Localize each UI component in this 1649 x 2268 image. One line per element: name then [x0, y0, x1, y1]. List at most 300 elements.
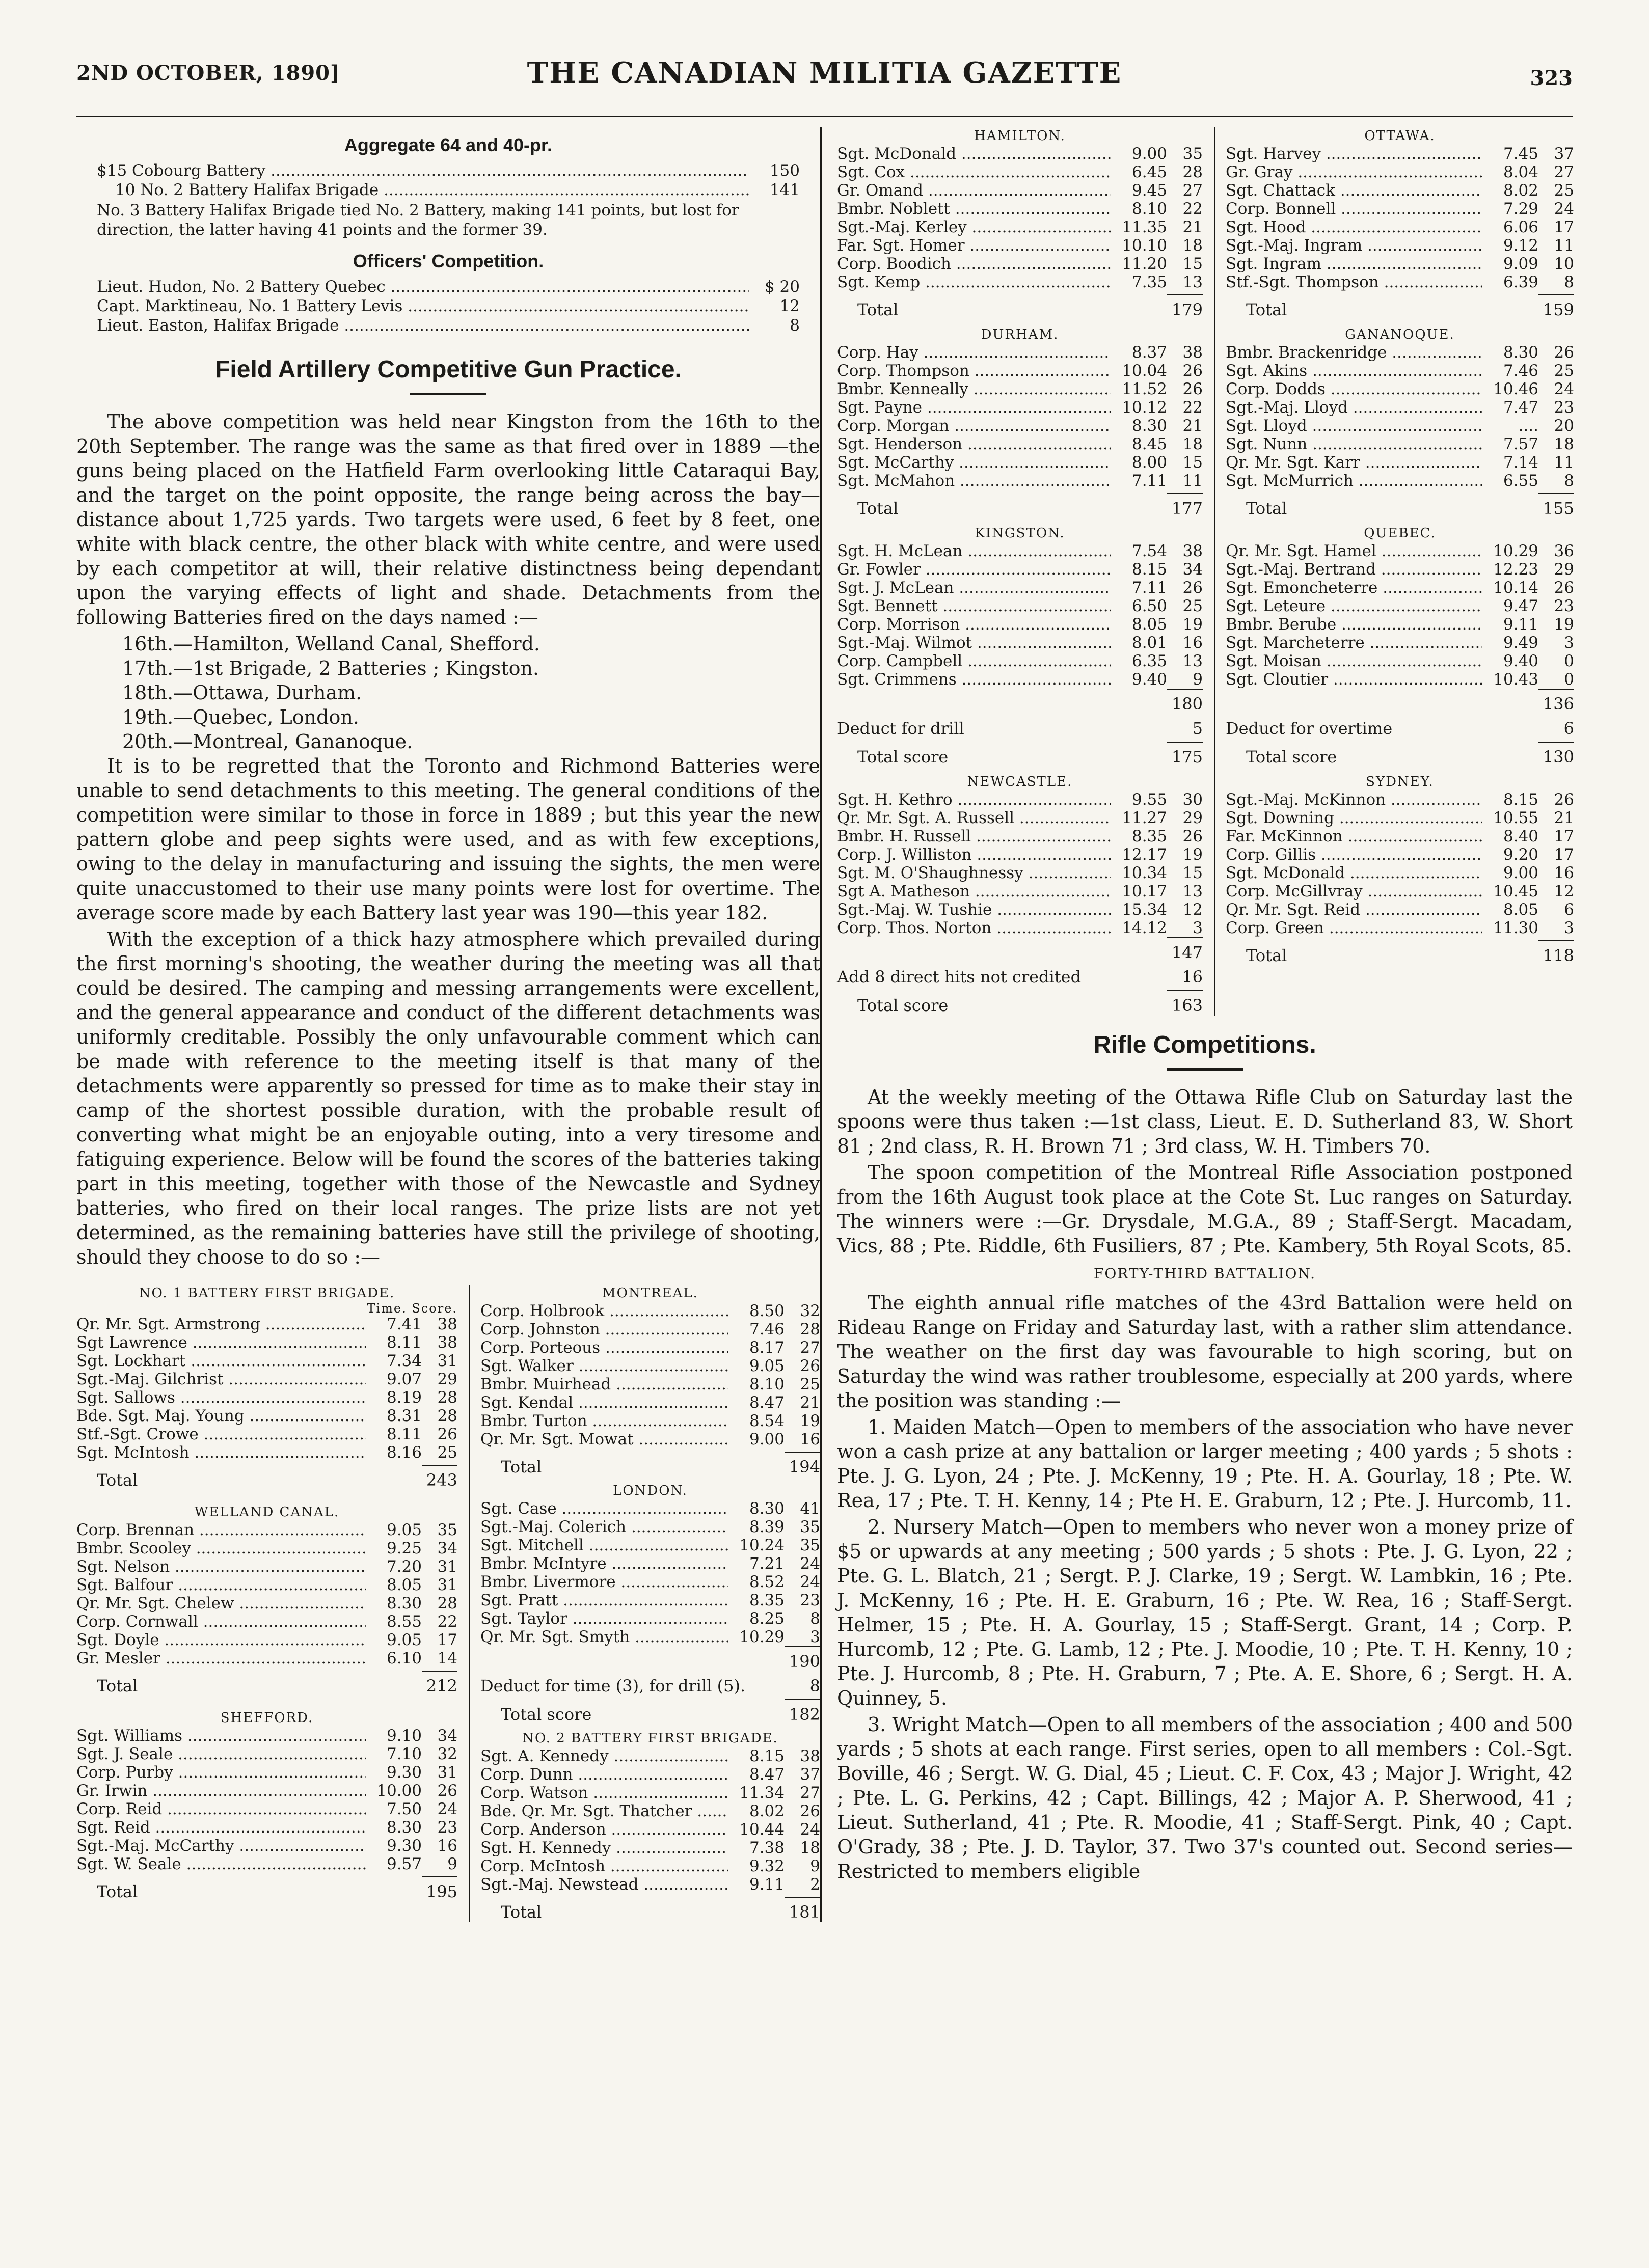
competitor-name: Sgt. McCarthy ..... — [837, 453, 1111, 472]
score-row — [1226, 882, 1574, 900]
subtotal-rule — [1167, 689, 1203, 690]
time-value: 10.43 — [1493, 670, 1538, 689]
competitor-name: Bmbr. Berube ..... — [1226, 615, 1482, 634]
time-value: 7.54 — [1131, 542, 1167, 560]
score-row — [480, 1609, 820, 1628]
competitor-name: Sgt. W. Seale ..... — [76, 1855, 366, 1873]
aggregate-row: 10 No. 2 Battery Halifax Brigade ..... 141 — [97, 180, 800, 200]
competitor-name: Gr. Mesler ..... — [76, 1649, 366, 1668]
score-row — [837, 790, 1203, 809]
score-value: 16 — [1554, 864, 1574, 882]
total-row — [76, 1881, 457, 1902]
score-row — [837, 864, 1203, 882]
competitor-name: Qr. Mr. Sgt. Reid ..... — [1226, 900, 1482, 919]
time-value: 8.37 — [1131, 343, 1167, 362]
score-value: 21 — [1182, 417, 1203, 435]
rifle-para-6: 3. Wright Match—Open to all members of the association ; 400 and 500 yards ; 5 shots at each range. First series, open to all members : Col.-Sgt. Boville, 46 ; Sergt. W. G. Dial, 45 ; Lieut. C. F. Cox, 43 ; Major J. Wright, 42 ; Pte. L. G. Perkins, 42 ; Capt. Billings, 42 ; Major A. P. Sherwood, 41 ; Lieut. Sutherland, 41 ; Pte. R. Moodie, 41 ; Staff-Sergt. Pink, 40 ; Capt. O'Grady, 38 ; Pte. J. D. Taylor, 37. Two 37's counted out. Second series—Restricted to members eligible — [837, 1713, 1573, 1882]
competitor-name: Sgt. M. O'Shaughnessy ..... — [837, 864, 1111, 882]
competitor-name: Sgt. H. Kennedy ..... — [480, 1839, 728, 1857]
score-row — [837, 472, 1203, 490]
competitor-name: Sgt Lawrence ..... — [76, 1333, 366, 1352]
score-value: 25 — [1182, 597, 1203, 615]
score-row — [1226, 634, 1574, 652]
time-value: 10.55 — [1493, 809, 1538, 827]
competitor-name: Corp. Holbrook ..... — [480, 1302, 728, 1320]
total-value: 130 — [1543, 747, 1574, 767]
score-row — [480, 1338, 820, 1357]
competitor-name: Sgt. Sallows ..... — [76, 1388, 366, 1407]
score-value: 27 — [800, 1338, 820, 1357]
score-row — [1226, 827, 1574, 845]
battery-table-hamilton — [837, 127, 1203, 320]
time-value: 6.06 — [1503, 218, 1538, 236]
score-value: 20 — [1554, 417, 1574, 435]
subtotal-value: 136 — [1543, 694, 1574, 714]
time-value: 9.49 — [1503, 634, 1538, 652]
competitor-name: Sgt. Emoncheterre ..... — [1226, 579, 1482, 597]
score-value: 2 — [810, 1875, 820, 1894]
competitor-name: Corp. Morgan ..... — [837, 417, 1111, 435]
score-row — [76, 1443, 457, 1462]
deduct-label: Deduct for time (3), for drill (5). — [480, 1676, 746, 1696]
time-value: 7.35 — [1131, 273, 1167, 291]
competitor-name: Sgt. McMurrich ..... — [1226, 472, 1482, 490]
time-value: 9.57 — [386, 1855, 422, 1873]
score-row — [480, 1765, 820, 1784]
score-row — [837, 542, 1203, 560]
left-column — [76, 127, 820, 1922]
competitor-name: Far. Sgt. Homer ..... — [837, 236, 1111, 255]
aggregate-note: No. 3 Battery Halifax Brigade tied No. 2 Battery, making 141 points, but lost for direction, the latter having 41 points and the former 39. — [97, 201, 739, 239]
firing-day: 18th.—Ottawa, Durham. — [122, 681, 362, 704]
time-value: 9.10 — [386, 1727, 422, 1745]
competitor-name: Sgt. Downing ..... — [1226, 809, 1482, 827]
score-row — [837, 652, 1203, 670]
competitor-name: Corp. Johnston ..... — [480, 1320, 728, 1338]
total-rule — [785, 1452, 820, 1453]
competitor-name: Sgt. Taylor ..... — [480, 1609, 728, 1628]
score-value: 32 — [437, 1745, 457, 1763]
score-row — [837, 560, 1203, 579]
score-row — [480, 1499, 820, 1518]
score-value: 26 — [1554, 790, 1574, 809]
score-row — [480, 1784, 820, 1802]
score-value: 9 — [447, 1855, 457, 1873]
score-value: 34 — [1182, 560, 1203, 579]
time-value: 7.20 — [386, 1557, 422, 1576]
officers-row: Lieut. Hudon, No. 2 Battery Quebec ..... $ 20 — [97, 277, 800, 296]
score-value: 22 — [437, 1613, 457, 1631]
score-value: 16 — [1182, 634, 1203, 652]
competitor-name: Sgt. McMahon ..... — [837, 472, 1111, 490]
competitor-name: Sgt. Leteure ..... — [1226, 597, 1482, 615]
score-row — [480, 1357, 820, 1375]
competitor-name: Sgt. Balfour ..... — [76, 1576, 366, 1594]
score-value: 34 — [437, 1727, 457, 1745]
score-value: 3 — [1564, 634, 1574, 652]
score-row — [837, 845, 1203, 864]
subtotal-value: 147 — [1171, 943, 1203, 962]
competitor-name: Qr. Mr. Sgt. Hamel ..... — [1226, 542, 1482, 560]
score-row — [480, 1839, 820, 1857]
competitor-name: Sgt. Cloutier ..... — [1226, 670, 1482, 689]
competitor-name: Gr. Fowler ..... — [837, 560, 1111, 579]
time-value: 8.31 — [386, 1407, 422, 1425]
competitor-name: Sgt.-Maj. Gilchrist ..... — [76, 1370, 366, 1388]
total-label: Total — [857, 499, 899, 518]
score-row — [76, 1557, 457, 1576]
time-value: 9.00 — [749, 1430, 785, 1449]
score-value: 32 — [800, 1302, 820, 1320]
time-value: 8.05 — [386, 1576, 422, 1594]
battery-table-no2 — [480, 1730, 820, 1922]
time-value: 12.23 — [1493, 560, 1538, 579]
battery-title: NO. 2 BATTERY FIRST BRIGADE. — [522, 1731, 778, 1746]
score-row — [837, 218, 1203, 236]
competitor-name: Sgt. H. Kethro ..... — [837, 790, 1111, 809]
score-value: 28 — [800, 1320, 820, 1338]
score-row — [837, 236, 1203, 255]
score-row — [76, 1370, 457, 1388]
competitor-name: Sgt.-Maj. Colerich ..... — [480, 1518, 728, 1536]
total-value: 195 — [426, 1882, 457, 1901]
competitor-name: Sgt. Ingram ..... — [1226, 255, 1482, 273]
score-value: 9 — [1193, 670, 1203, 689]
score-value: 11 — [1554, 236, 1574, 255]
time-value: 9.25 — [386, 1539, 422, 1557]
competitor-name: Bde. Qr. Mr. Sgt. Thatcher ..... — [480, 1802, 728, 1820]
score-value: 19 — [800, 1412, 820, 1430]
firing-day: 20th.—Montreal, Gananoque. — [122, 730, 413, 753]
score-value: 19 — [1182, 615, 1203, 634]
field-artillery-para-2: It is to be regretted that the Toronto and Richmond Batteries were unable to send detachments to this meeting. The general conditions of the competition were similar to those in force in 1889 ; but this year the new pattern globe and peep sights were used, and as with few exceptions, owing to the delay in manufacturing and issuing the sights, the men were quite unaccustomed to their use many points were lost for overtime. The average score made by each Battery last year was 190—this year 182. — [76, 755, 820, 924]
score-value: 26 — [1554, 343, 1574, 362]
score-value: 6 — [1564, 900, 1574, 919]
time-value: 8.10 — [749, 1375, 785, 1393]
score-value: 27 — [1182, 181, 1203, 200]
score-value: 38 — [1182, 542, 1203, 560]
time-value: 8.30 — [386, 1818, 422, 1837]
competitor-name: Stf.-Sgt. Thompson ..... — [1226, 273, 1482, 291]
score-value: 19 — [1554, 615, 1574, 634]
score-value: 23 — [437, 1818, 457, 1837]
score-value: 25 — [1554, 362, 1574, 380]
total-rule — [785, 1699, 820, 1700]
score-row — [480, 1393, 820, 1412]
subtotal-rule — [785, 1646, 820, 1647]
time-value: 7.57 — [1503, 435, 1538, 453]
rifle-para-2: The spoon competition of the Montreal Rifle Association postponed from the 16th August took place at the Cote St. Luc ranges on Saturday. The winners were :—Gr. Drysdale, M.G.A., 89 ; Staff-Sergt. Macadam, Vics, 88 ; Pte. Riddle, 6th Fusiliers, 87 ; Pte. Kambery, 5th Royal Scots, 85. — [837, 1161, 1573, 1257]
battery-title: WELLAND CANAL. — [194, 1505, 340, 1520]
right-column — [820, 127, 1573, 1922]
competitor-name: Corp. Green ..... — [1226, 919, 1482, 937]
score-row — [837, 900, 1203, 919]
competitor-name: Corp. McIntosh ..... — [480, 1857, 728, 1875]
battery-title: LONDON. — [613, 1483, 688, 1498]
competitor-name: Sgt. Doyle ..... — [76, 1631, 366, 1649]
total-row — [1226, 945, 1574, 966]
score-value: 15 — [1182, 864, 1203, 882]
score-value: 28 — [437, 1594, 457, 1613]
competitor-name: Corp. Dodds ..... — [1226, 380, 1482, 398]
subtotal-value: 190 — [789, 1652, 820, 1671]
score-row — [1226, 615, 1574, 634]
time-value: 8.30 — [386, 1594, 422, 1613]
competitor-name: Sgt. Cox ..... — [837, 163, 1111, 181]
score-value: 26 — [800, 1357, 820, 1375]
total-label: Total — [857, 300, 899, 319]
firing-day: 19th.—Quebec, London. — [122, 706, 359, 728]
score-row — [837, 809, 1203, 827]
time-value: 8.01 — [1131, 634, 1167, 652]
time-value: 7.14 — [1503, 453, 1538, 472]
time-value: 6.50 — [1131, 597, 1167, 615]
time-value: 11.34 — [739, 1784, 785, 1802]
competitor-name: Corp. J. Williston ..... — [837, 845, 1111, 864]
time-value: 9.12 — [1503, 236, 1538, 255]
total-label: Total score — [857, 996, 949, 1015]
competitor-name: Corp. Morrison ..... — [837, 615, 1111, 634]
officers-row: Lieut. Easton, Halifax Brigade ..... 8 — [97, 316, 800, 335]
competitor-name: Sgt.-Maj. McKinnon ..... — [1226, 790, 1482, 809]
competitor-name: Corp. McGillvray ..... — [1226, 882, 1482, 900]
time-value: 9.55 — [1131, 790, 1167, 809]
time-value: 8.54 — [749, 1412, 785, 1430]
time-value: 8.02 — [749, 1802, 785, 1820]
score-row — [76, 1727, 457, 1745]
score-row — [1226, 255, 1574, 273]
total-value: 243 — [426, 1470, 457, 1490]
subtotal-row — [837, 942, 1203, 963]
time-value: 9.11 — [749, 1875, 785, 1894]
battalion-subhead: FORTY-THIRD BATTALION. — [1093, 1265, 1316, 1282]
competitor-name: Sgt. J. McLean ..... — [837, 579, 1111, 597]
score-row — [837, 181, 1203, 200]
score-row — [480, 1375, 820, 1393]
score-value: 19 — [1182, 845, 1203, 864]
score-value: 3 — [810, 1628, 820, 1646]
score-row — [1226, 273, 1574, 291]
competitor-name: Sgt. Pratt ..... — [480, 1591, 728, 1609]
competitor-name: Sgt. Case ..... — [480, 1499, 728, 1518]
time-value: 10.34 — [1122, 864, 1167, 882]
score-value: 15 — [1182, 255, 1203, 273]
score-value: 22 — [1182, 398, 1203, 417]
competitor-name: Qr. Mr. Sgt. A. Russell ..... — [837, 809, 1111, 827]
score-value: 23 — [1554, 597, 1574, 615]
score-row — [837, 670, 1203, 689]
time-value: 10.29 — [739, 1628, 785, 1646]
time-value: 14.12 — [1122, 919, 1167, 937]
score-row — [1226, 560, 1574, 579]
score-row — [837, 597, 1203, 615]
score-row — [1226, 181, 1574, 200]
time-value: 9.30 — [386, 1837, 422, 1855]
battery-table-ottawa — [1226, 127, 1574, 320]
firing-day: 17th.—1st Brigade, 2 Batteries ; Kingston. — [122, 657, 539, 679]
score-value: 26 — [1182, 362, 1203, 380]
score-row — [76, 1333, 457, 1352]
competitor-name: Sgt. Bennett ..... — [837, 597, 1111, 615]
score-row — [1226, 542, 1574, 560]
officers-heading: Officers' Competition. — [353, 251, 544, 271]
time-value: 10.04 — [1122, 362, 1167, 380]
time-value: 8.15 — [1131, 560, 1167, 579]
competitor-name: Corp. Purby ..... — [76, 1763, 366, 1782]
heading-rule — [410, 393, 486, 395]
time-value: 8.55 — [386, 1613, 422, 1631]
score-row — [837, 579, 1203, 597]
battery-title: OTTAWA. — [1364, 128, 1436, 144]
aggregate-heading: Aggregate 64 and 40-pr. — [344, 134, 553, 155]
score-row — [480, 1591, 820, 1609]
score-value: 21 — [1182, 218, 1203, 236]
competitor-name: Sgt. Lockhart ..... — [76, 1352, 366, 1370]
competitor-name: Bmbr. McIntyre ..... — [480, 1554, 728, 1573]
score-row — [837, 273, 1203, 291]
total-value: 212 — [426, 1676, 457, 1696]
time-value: 7.41 — [386, 1315, 422, 1333]
time-value: 9.09 — [1503, 255, 1538, 273]
total-label: Total score — [1246, 747, 1337, 767]
score-value: 16 — [800, 1430, 820, 1449]
score-value: 28 — [437, 1407, 457, 1425]
battery-table-gananoque — [1226, 326, 1574, 518]
score-value: 24 — [800, 1554, 820, 1573]
score-row — [837, 145, 1203, 163]
time-value: 8.11 — [386, 1425, 422, 1443]
score-row — [480, 1820, 820, 1839]
competitor-name: Corp. Dunn ..... — [480, 1765, 728, 1784]
score-value: 13 — [1182, 652, 1203, 670]
score-value: 12 — [1554, 882, 1574, 900]
score-value: 24 — [1554, 200, 1574, 218]
score-row — [837, 163, 1203, 181]
competitor-name: Corp. Thos. Norton ..... — [837, 919, 1111, 937]
total-label: Total — [97, 1470, 138, 1490]
score-value: 35 — [800, 1518, 820, 1536]
battery-title: KINGSTON. — [975, 526, 1065, 541]
competitor-name: Sgt.-Maj. McCarthy ..... — [76, 1837, 366, 1855]
competitor-name: Corp. Gillis ..... — [1226, 845, 1482, 864]
time-value: 8.19 — [386, 1388, 422, 1407]
score-value: 25 — [1554, 181, 1574, 200]
time-value: 9.00 — [1131, 145, 1167, 163]
time-value: 8.00 — [1131, 453, 1167, 472]
score-value: 26 — [800, 1802, 820, 1820]
time-value: .... — [1518, 417, 1538, 435]
battery-table-london — [480, 1482, 820, 1725]
time-value: 9.05 — [749, 1357, 785, 1375]
battery-table-kingston — [837, 525, 1203, 767]
competitor-name: Sgt. McDonald ..... — [1226, 864, 1482, 882]
score-row — [1226, 652, 1574, 670]
score-value: 31 — [437, 1576, 457, 1594]
competitor-name: Corp. Boodich ..... — [837, 255, 1111, 273]
competitor-name: Bmbr. Brackenridge ..... — [1226, 343, 1482, 362]
deduct-row — [1226, 718, 1574, 739]
time-value: 6.39 — [1503, 273, 1538, 291]
competitor-name: Sgt.-Maj. Bertrand ..... — [1226, 560, 1482, 579]
battery-table-no1 — [76, 1285, 457, 1490]
column-headers: Time. Score. — [367, 1301, 457, 1316]
score-value: 35 — [437, 1521, 457, 1539]
total-rule — [1538, 294, 1574, 295]
score-value: 8 — [810, 1609, 820, 1628]
score-value: 29 — [1554, 560, 1574, 579]
score-row — [1226, 864, 1574, 882]
score-value: 27 — [1554, 163, 1574, 181]
time-value: 7.29 — [1503, 200, 1538, 218]
score-value: 0 — [1564, 652, 1574, 670]
score-row — [1226, 472, 1574, 490]
rifle-para-3: The eighth annual rifle matches of the 43rd Battalion were held on Rideau Range on Friday and Saturday last, with a rather slim attendance. The weather on the first day was favourable to high scoring, but on Saturday the wind was rather troublesome, especially at 200 yards, where the position was standing :— — [837, 1292, 1573, 1412]
score-value: 12 — [1182, 900, 1203, 919]
total-rule — [422, 1876, 457, 1877]
score-row — [1226, 435, 1574, 453]
battery-table-durham — [837, 326, 1203, 518]
battery-title: NO. 1 BATTERY FIRST BRIGADE. — [139, 1286, 395, 1301]
time-value: 8.30 — [1131, 417, 1167, 435]
score-value: 38 — [1182, 343, 1203, 362]
score-row — [837, 255, 1203, 273]
score-value: 26 — [1182, 380, 1203, 398]
time-value: 8.16 — [386, 1443, 422, 1462]
competitor-name: Corp. Thompson ..... — [837, 362, 1111, 380]
score-row — [837, 634, 1203, 652]
total-rule — [785, 1897, 820, 1898]
score-value: 27 — [800, 1784, 820, 1802]
score-row — [480, 1747, 820, 1765]
time-value: 9.05 — [386, 1521, 422, 1539]
score-value: 14 — [437, 1649, 457, 1668]
time-value: 9.40 — [1131, 670, 1167, 689]
time-value: 9.07 — [386, 1370, 422, 1388]
score-value: 3 — [1193, 919, 1203, 937]
score-row — [76, 1576, 457, 1594]
total-row — [76, 1470, 457, 1490]
total-rule — [1538, 940, 1574, 941]
competitor-name: Corp. Reid ..... — [76, 1800, 366, 1818]
score-row — [480, 1573, 820, 1591]
score-row — [480, 1536, 820, 1554]
score-value: 15 — [1182, 453, 1203, 472]
competitor-name: Bmbr. Scooley ..... — [76, 1539, 366, 1557]
score-row — [837, 453, 1203, 472]
total-value: 179 — [1171, 300, 1203, 319]
total-rule — [1167, 742, 1203, 743]
competitor-name: Sgt. A. Kennedy ..... — [480, 1747, 728, 1765]
time-value: 11.30 — [1493, 919, 1538, 937]
battery-title: SYDNEY. — [1366, 774, 1434, 789]
time-value: 7.46 — [749, 1320, 785, 1338]
competitor-name: Corp. Watson ..... — [480, 1784, 728, 1802]
time-value: 6.10 — [386, 1649, 422, 1668]
score-row — [1226, 579, 1574, 597]
battery-table-quebec — [1226, 525, 1574, 767]
total-row — [480, 1457, 820, 1477]
time-value: 6.35 — [1131, 652, 1167, 670]
score-row — [76, 1613, 457, 1631]
score-value: 26 — [437, 1782, 457, 1800]
score-value: 29 — [437, 1370, 457, 1388]
time-value: 8.35 — [749, 1591, 785, 1609]
time-value: 8.35 — [1131, 827, 1167, 845]
competitor-name: Bmbr. Livermore ..... — [480, 1573, 728, 1591]
time-value: 7.34 — [386, 1352, 422, 1370]
score-value: 31 — [437, 1352, 457, 1370]
score-value: 31 — [437, 1557, 457, 1576]
